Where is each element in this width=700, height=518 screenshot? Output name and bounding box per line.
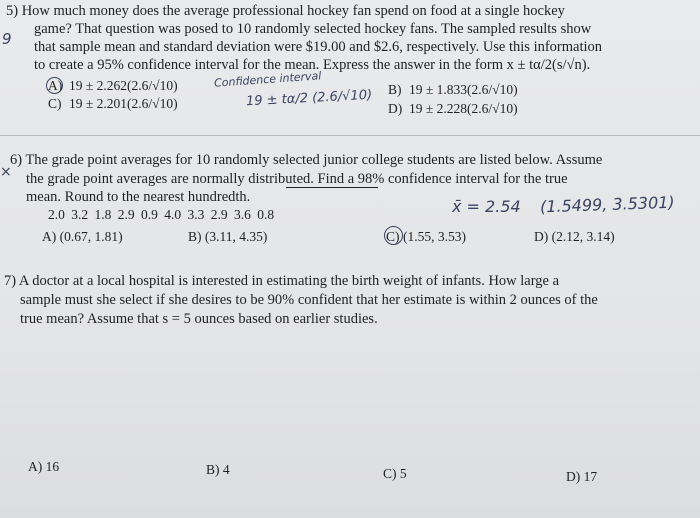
handwriting-mean: x̄ = 2.54 bbox=[452, 197, 521, 216]
q5-option-d-letter: D) bbox=[388, 101, 403, 116]
q5-option-b: 19 ± 1.833(2.6/√10) bbox=[409, 82, 518, 97]
q7-option-d: D) 17 bbox=[566, 469, 598, 484]
q6-data-values: 2.0 3.2 1.8 2.9 0.9 4.0 3.3 2.9 3.6 0.8 bbox=[48, 207, 275, 222]
q5-option-c-letter: C) bbox=[48, 96, 62, 111]
q7-option-c: C) 5 bbox=[383, 466, 407, 481]
q6-option-a: A) (0.67, 1.81) bbox=[42, 229, 123, 244]
q6-option-c: (1.55, 3.53) bbox=[403, 229, 466, 244]
handwriting-interval: (1.5499, 3.5301) bbox=[539, 192, 675, 217]
q6-line-1: 6) The grade point averages for 10 randomly selected junior college students are listed below. Assume bbox=[10, 152, 603, 168]
divider bbox=[0, 135, 700, 136]
q5-line-3: that sample mean and standard deviation were $19.00 and $2.6, respectively. Use this information bbox=[34, 39, 603, 55]
margin-mark: 9 bbox=[2, 30, 12, 48]
q6-option-b: B) (3.11, 4.35) bbox=[188, 229, 268, 244]
q7-line-2: sample must she select if she desires to be 90% confident that her estimate is within 2 ounces of the bbox=[20, 292, 598, 308]
q7-line-3: true mean? Assume that s = 5 ounces based on earlier studies. bbox=[20, 311, 378, 327]
q5-line-2: game? That question was posed to 10 randomly selected hockey fans. The sampled results show bbox=[34, 21, 592, 37]
handwriting-confidence-interval: Confidence interval bbox=[213, 69, 322, 90]
q5-line-1: 5) How much money does the average professional hockey fan spend on food at a single hockey bbox=[6, 3, 565, 19]
q5-option-d: 19 ± 2.228(2.6/√10) bbox=[409, 101, 518, 116]
q7-option-b: B) 4 bbox=[206, 462, 230, 477]
q6-option-d: D) (2.12, 3.14) bbox=[534, 229, 615, 244]
q5-option-a-letter: A) bbox=[48, 78, 63, 93]
q5-option-b-letter: B) bbox=[388, 82, 402, 97]
handwriting-formula: 19 ± tα/2 (2.6/√10) bbox=[245, 87, 373, 110]
q5-line-4: to create a 95% confidence interval for the mean. Express the answer in the form x ± tα/2(s/√n). bbox=[34, 57, 591, 73]
q7-option-a: A) 16 bbox=[28, 459, 60, 474]
q6-line-2: the grade point averages are normally distributed. Find a 98% confidence interval for the true bbox=[26, 171, 568, 187]
underline-normally-distributed bbox=[286, 187, 378, 188]
q6-line-3: mean. Round to the nearest hundredth. bbox=[26, 189, 251, 205]
q6-option-c-letter: C) bbox=[386, 229, 400, 244]
q5-option-a: 19 ± 2.262(2.6/√10) bbox=[69, 78, 178, 93]
q7-line-1: 7) A doctor at a local hospital is interested in estimating the birth weight of infants. How large a bbox=[4, 273, 560, 289]
margin-x-mark: × bbox=[0, 164, 12, 180]
q5-option-c: 19 ± 2.201(2.6/√10) bbox=[69, 96, 178, 111]
